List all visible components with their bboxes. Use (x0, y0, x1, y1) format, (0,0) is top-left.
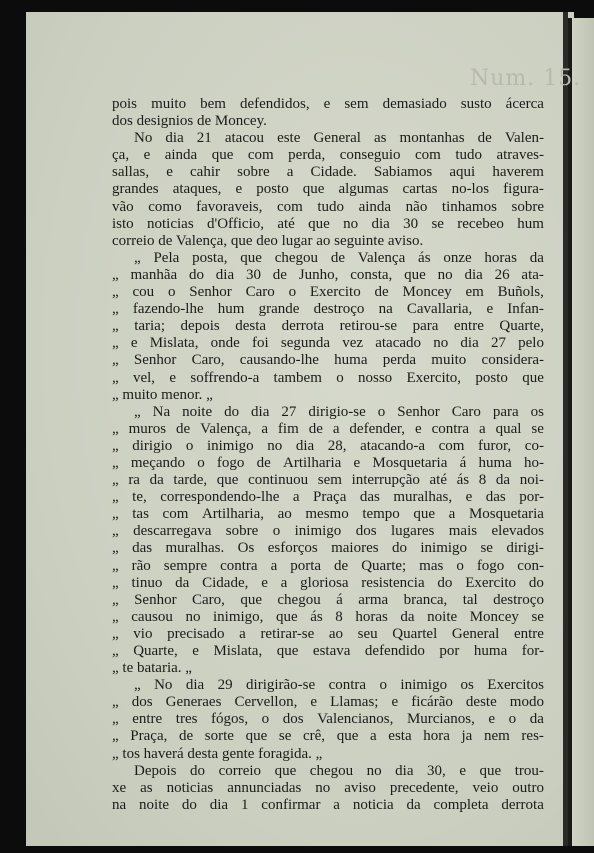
text-line: na noite do dia 1 confirmar a noticia da completa derrota (112, 796, 544, 813)
text-line: No dia 21 atacou este General as montanhas de Valen- (134, 130, 544, 147)
body-text (112, 96, 544, 814)
text-line: „ tas com Artilharia, ao mesmo tempo que a Mosquetaria (112, 506, 544, 523)
text-line: „ causou no inimigo, que ás 8 horas da noite Moncey se (112, 608, 544, 625)
text-line: vão como favoraveis, com tudo ainda não tinhamos sobre (112, 198, 544, 215)
text-line: „ te, correspondendo-lhe a Praça das muralhas, e das por- (112, 489, 544, 506)
text-line: „ Senhor Caro, que chegou á arma branca, tal destroço (112, 591, 544, 608)
text-line: „ das muralhas. Os esforços maiores do inimigo se dirigi- (112, 540, 544, 557)
text-line: „ dirigio o inimigo no dia 28, atacando-a com furor, co- (112, 437, 544, 454)
text-line: „ vel, e soffrendo-a tambem o nosso Exercito, posto que (112, 369, 544, 386)
text-line: „ meçando o fogo de Artilharia e Mosquetaria á huma ho- (112, 454, 544, 471)
text-line: „ Pela posta, que chegou de Valença ás onze horas da (134, 249, 544, 266)
text-line: „ vio precisado a retirar-se ao seu Quartel General entre (112, 625, 544, 642)
text-line: „ cou o Senhor Caro o Exercito de Moncey em Buñols, (112, 284, 544, 301)
text-line: „ Quarte, e Mislata, que estava defendido por huma for- (112, 643, 544, 659)
text-line: „ entre tres fógos, o dos Valencianos, Murcianos, e o da (112, 711, 544, 728)
text-line: „ Praça, de sorte que se crê, que a esta hora ja nem res- (112, 728, 544, 745)
text-line: „ taria; depois desta derrota retirou-se para entre Quarte, (112, 318, 544, 335)
text-line: ça, e ainda que com perda, conseguio com tudo atraves- (112, 147, 544, 164)
facing-page-edge (568, 18, 594, 846)
text-line: isto noticias d'Officio, até que no dia 30 se recebeo hum (112, 215, 544, 232)
text-line: „ Na noite do dia 27 dirigio-se o Senhor Caro para os (134, 403, 544, 420)
text-line: „ muito menor. „ (112, 386, 213, 403)
text-line: xe as noticias annunciadas no aviso precedente, veio outro (112, 779, 544, 796)
text-line: „ fazendo-lhe hum grande destroço na Cavallaria, e Infan- (112, 301, 544, 318)
text-line: „ muros de Valença, a fim de a defender, e contra a qual se (112, 420, 544, 437)
text-line: „ ra da tarde, que continuou sem interrupção até ás 8 da noi- (112, 472, 544, 489)
text-line: „ tinuo da Cidade, e a gloriosa resistencia do Exercito do (112, 574, 544, 591)
text-line: „ No dia 29 dirigirão-se contra o inimigo os Exercitos (134, 677, 544, 694)
text-line: „ manhãa do dia 30 de Junho, consta, que no dia 26 ata- (112, 266, 544, 283)
text-line: correio de Valença, que deo lugar ao seguinte aviso. (112, 232, 424, 249)
text-line: sallas, e cahir sobre a Cidade. Sabiamos aqui haverem (112, 164, 544, 181)
text-line: „ Senhor Caro, causando-lhe huma perda muito considera- (112, 352, 544, 369)
text-line: „ dos Generaes Cervellon, e Llamas; e ficárão deste modo (112, 694, 544, 711)
text-line: dos designios de Moncey. (112, 113, 267, 130)
text-line: „ rão sempre contra a porta de Quarte; mas o fogo con- (112, 557, 544, 574)
text-line: „ te bataria. „ (112, 660, 192, 677)
text-line: „ descarregava sobre o inimigo dos lugares mais elevados (112, 523, 544, 540)
text-line: pois muito bem defendidos, e sem demasiado susto ácerca (112, 96, 544, 112)
text-line: Depois do correio que chegou no dia 30, e que trou- (134, 762, 544, 779)
catchword-mark: Num. 15. (470, 66, 582, 91)
text-line: grandes ataques, e posto que algumas cartas no-los figura- (112, 181, 544, 198)
text-line: „ tos haverá desta gente foragida. „ (112, 745, 323, 762)
text-line: „ e Mislata, onde foi segunda vez atacado no dia 27 pelo (112, 335, 544, 352)
